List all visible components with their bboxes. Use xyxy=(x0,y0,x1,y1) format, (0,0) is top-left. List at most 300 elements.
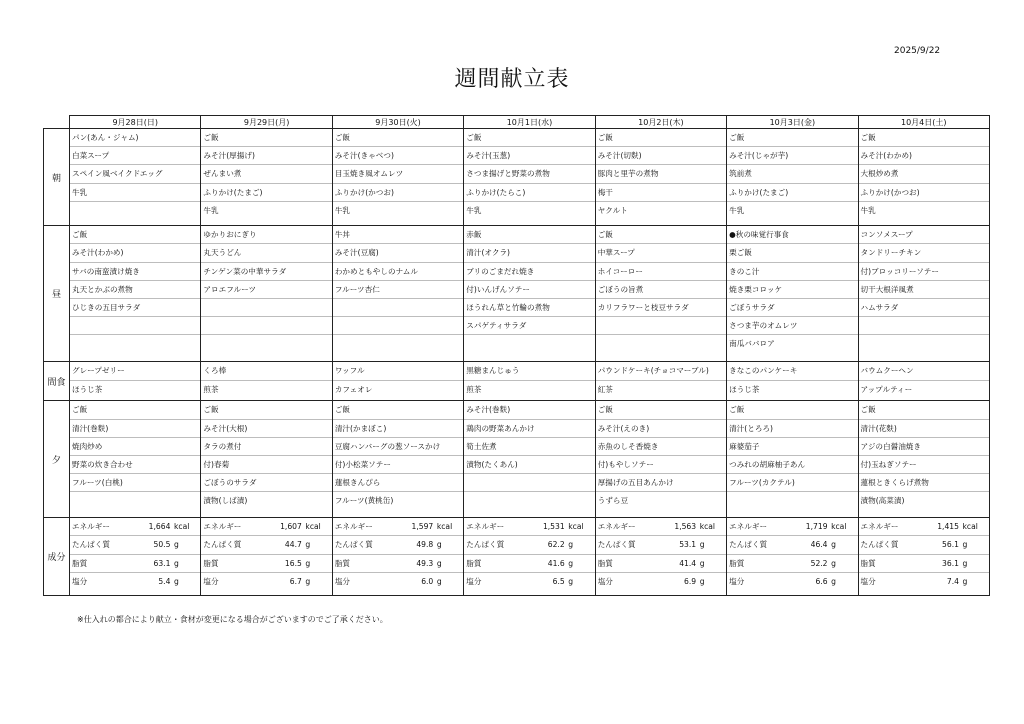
menu-item: ふりかけ(たらこ) xyxy=(464,184,594,202)
nutrition-line xyxy=(727,555,857,573)
menu-item: カフェオレ xyxy=(334,384,373,394)
menu-item: タンドリーチキン xyxy=(859,244,989,262)
menu-item-empty xyxy=(70,317,200,335)
nutrient-unit: g xyxy=(436,576,442,586)
nutrition-cell xyxy=(727,518,858,596)
nutrient-value: 6.7 xyxy=(289,576,302,586)
menu-item-empty xyxy=(464,492,594,509)
day-header-row xyxy=(44,116,990,129)
nutrition-line xyxy=(464,555,594,573)
menu-cell xyxy=(332,226,463,362)
nutrition-line xyxy=(464,573,594,590)
nutrient-value: 63.1 xyxy=(153,558,171,568)
menu-item: サバの南蛮漬け焼き xyxy=(70,263,200,281)
menu-item: 煎茶 xyxy=(466,384,482,394)
nutrient-unit: g xyxy=(436,540,442,550)
menu-item-empty xyxy=(201,317,331,335)
nutrition-cell xyxy=(858,518,989,596)
menu-item: チンゲン菜の中華サラダ xyxy=(201,263,331,281)
menu-item: 付)玉ねぎソテー xyxy=(859,456,989,474)
menu-item: ご飯 xyxy=(333,401,463,419)
menu-item: 付)小松菜ソテー xyxy=(333,456,463,474)
menu-item: ご飯 xyxy=(596,226,726,244)
menu-item: 漬物(たくあん) xyxy=(464,456,594,474)
nutrition-line xyxy=(727,518,857,536)
meal-label: 夕 xyxy=(44,401,70,518)
nutrition-cell xyxy=(595,518,726,596)
nutrient-unit: kcal xyxy=(436,522,453,532)
menu-item: きのこ汁 xyxy=(727,263,857,281)
nutrient-unit: g xyxy=(962,540,968,550)
menu-item: ごぼうの旨煮 xyxy=(596,281,726,299)
menu-item-empty xyxy=(464,474,594,492)
menu-item: 牛丼 xyxy=(333,226,463,244)
nutrient-name: 脂質 xyxy=(597,558,613,568)
meal-label: 間食 xyxy=(44,362,70,401)
menu-item: ふりかけ(かつお) xyxy=(333,184,463,202)
menu-item: ぜんまい煮 xyxy=(201,165,331,183)
nutrient-unit: g xyxy=(962,576,968,586)
menu-item: 牛乳 xyxy=(203,205,219,215)
menu-item: ほうじ茶 xyxy=(72,384,103,394)
nutrient-name: エネルギー xyxy=(72,522,110,532)
menu-item: みそ汁(大根) xyxy=(201,420,331,438)
menu-item: ご飯 xyxy=(596,129,726,147)
meal-row xyxy=(44,226,990,362)
menu-item: ひじきの五目サラダ xyxy=(70,299,200,317)
menu-item: 赤飯 xyxy=(464,226,594,244)
menu-cell xyxy=(332,362,463,401)
menu-item: みそ汁(きゃべつ) xyxy=(333,147,463,165)
menu-item: みそ汁(玉葱) xyxy=(464,147,594,165)
nutrient-name: 脂質 xyxy=(466,558,482,568)
weekly-menu-table xyxy=(43,115,990,596)
nutrient-value: 1,531 xyxy=(542,522,565,532)
nutrient-name: 塩分 xyxy=(72,576,88,586)
day-header: 9月29日(月) xyxy=(201,116,332,129)
menu-item: ご飯 xyxy=(333,129,463,147)
nutrient-value: 49.8 xyxy=(416,540,434,550)
day-header: 10月1日(水) xyxy=(464,116,595,129)
nutrition-line xyxy=(464,518,594,536)
nutrition-line xyxy=(70,555,200,573)
nutrient-name: たんぱく質 xyxy=(597,540,636,550)
menu-item: ご飯 xyxy=(201,129,331,147)
menu-item: 筍土佐煮 xyxy=(464,438,594,456)
menu-item-empty xyxy=(333,335,463,352)
menu-cell xyxy=(464,226,595,362)
nutrient-value: 5.4 xyxy=(158,576,171,586)
menu-item: 野菜の炊き合わせ xyxy=(70,456,200,474)
menu-item: アロエフルーツ xyxy=(201,281,331,299)
menu-cell xyxy=(727,362,858,401)
nutrient-value: 16.5 xyxy=(284,558,302,568)
menu-item: 清汁(とろろ) xyxy=(727,420,857,438)
nutrient-value: 6.9 xyxy=(684,576,697,586)
nutrient-name: たんぱく質 xyxy=(72,540,110,550)
nutrient-name: 塩分 xyxy=(729,576,745,586)
nutrition-line xyxy=(333,518,463,536)
menu-item: 付)いんげんソテー xyxy=(464,281,594,299)
nutrition-line xyxy=(333,536,463,554)
menu-item: バウムクーヘン xyxy=(859,362,989,380)
nutrient-value: 50.5 xyxy=(153,540,171,550)
menu-item: ハムサラダ xyxy=(859,299,989,317)
menu-cell xyxy=(858,129,989,226)
menu-item: フルーツ(黄桃缶) xyxy=(334,496,394,506)
nutrient-value: 49.3 xyxy=(416,558,434,568)
menu-cell xyxy=(595,129,726,226)
nutrient-value: 52.2 xyxy=(810,558,828,568)
nutrient-name: エネルギー xyxy=(203,522,242,532)
nutrient-value: 1,597 xyxy=(411,522,434,532)
menu-item: 漬物(しば漬) xyxy=(203,496,248,506)
day-header: 9月30日(火) xyxy=(332,116,463,129)
menu-item: ●秋の味覚行事食 xyxy=(727,226,857,244)
menu-item: 蓮根きんぴら xyxy=(333,474,463,492)
nutrition-line xyxy=(727,536,857,554)
nutrient-unit: g xyxy=(174,558,179,568)
nutrient-name: たんぱく質 xyxy=(466,540,505,550)
nutrition-label: 成分 xyxy=(44,518,70,596)
menu-cell xyxy=(727,129,858,226)
nutrient-unit: g xyxy=(699,558,705,568)
menu-item: 切干大根洋風煮 xyxy=(859,281,989,299)
nutrient-name: 塩分 xyxy=(597,576,613,586)
menu-item: ご飯 xyxy=(727,401,857,419)
menu-cell xyxy=(70,129,201,226)
nutrient-value: 44.7 xyxy=(284,540,302,550)
nutrient-name: たんぱく質 xyxy=(203,540,242,550)
nutrition-line xyxy=(596,573,726,590)
menu-item-empty xyxy=(727,492,857,509)
nutrition-line xyxy=(727,573,857,590)
menu-item: ほうじ茶 xyxy=(729,384,760,394)
menu-item: フルーツ杏仁 xyxy=(333,281,463,299)
nutrient-value: 36.1 xyxy=(942,558,959,568)
day-header: 10月4日(土) xyxy=(858,116,989,129)
menu-item-empty xyxy=(596,335,726,352)
menu-item: 牛乳 xyxy=(729,205,745,215)
menu-cell xyxy=(858,362,989,401)
menu-item: スペイン風ベイクドエッグ xyxy=(70,165,200,183)
nutrient-value: 1,719 xyxy=(805,522,828,532)
menu-item: ご飯 xyxy=(859,401,989,419)
nutrient-unit: g xyxy=(174,576,179,586)
nutrient-name: エネルギー xyxy=(729,522,768,532)
menu-item: 豚肉と里芋の煮物 xyxy=(596,165,726,183)
nutrient-value: 1,563 xyxy=(674,522,697,532)
menu-item: 丸天うどん xyxy=(201,244,331,262)
menu-cell xyxy=(727,226,858,362)
nutrition-line xyxy=(70,573,200,590)
nutrition-cell xyxy=(201,518,332,596)
nutrition-line xyxy=(201,573,331,590)
nutrition-line xyxy=(859,536,989,554)
menu-item: カリフラワーと枝豆サラダ xyxy=(596,299,726,317)
menu-item: グレープゼリー xyxy=(70,362,200,380)
menu-cell xyxy=(727,401,858,518)
menu-item: ブリのごまだれ焼き xyxy=(464,263,594,281)
menu-item-empty xyxy=(201,335,331,352)
menu-item-empty xyxy=(333,299,463,317)
menu-item: みそ汁(巻麩) xyxy=(464,401,594,419)
nutrient-unit: g xyxy=(305,540,311,550)
menu-item-empty xyxy=(596,317,726,335)
nutrient-unit: g xyxy=(174,540,179,550)
menu-item: 赤魚のしそ香焼き xyxy=(596,438,726,456)
meal-row xyxy=(44,129,990,226)
menu-cell xyxy=(858,401,989,518)
menu-item-empty xyxy=(333,317,463,335)
nutrient-name: エネルギー xyxy=(334,522,373,532)
nutrient-unit: g xyxy=(305,576,311,586)
nutrient-name: 脂質 xyxy=(72,558,88,568)
nutrient-unit: g xyxy=(831,576,836,586)
menu-item: ご飯 xyxy=(70,226,200,244)
nutrient-name: エネルギー xyxy=(597,522,636,532)
menu-cell xyxy=(201,401,332,518)
nutrient-unit: kcal xyxy=(831,522,847,532)
menu-item: スパゲティサラダ xyxy=(464,317,594,335)
nutrition-line xyxy=(596,555,726,573)
nutrient-name: たんぱく質 xyxy=(860,540,899,550)
nutrient-unit: kcal xyxy=(699,522,716,532)
nutrient-name: エネルギー xyxy=(466,522,505,532)
menu-item: ほうれん草と竹輪の煮物 xyxy=(464,299,594,317)
menu-item: みそ汁(切麩) xyxy=(596,147,726,165)
nutrient-value: 1,664 xyxy=(148,522,171,532)
menu-item: 焼き栗コロッケ xyxy=(727,281,857,299)
menu-item: さつま揚げと野菜の煮物 xyxy=(464,165,594,183)
menu-cell xyxy=(464,401,595,518)
menu-item: ふりかけ(かつお) xyxy=(859,184,989,202)
nutrition-cell xyxy=(332,518,463,596)
nutrition-line xyxy=(201,555,331,573)
nutrition-line xyxy=(596,536,726,554)
menu-item: ふりかけ(たまご) xyxy=(727,184,857,202)
nutrient-value: 53.1 xyxy=(679,540,697,550)
day-header: 9月28日(日) xyxy=(70,116,201,129)
menu-item: 丸天とかぶの煮物 xyxy=(70,281,200,299)
menu-cell xyxy=(201,129,332,226)
nutrition-line xyxy=(859,573,989,590)
menu-item-empty xyxy=(859,317,989,335)
menu-cell xyxy=(70,226,201,362)
menu-item: うずら豆 xyxy=(597,496,629,506)
nutrient-name: 塩分 xyxy=(334,576,351,586)
menu-item: みそ汁(厚揚げ) xyxy=(201,147,331,165)
meal-row xyxy=(44,362,990,401)
menu-item-empty xyxy=(464,335,594,352)
nutrition-line xyxy=(464,536,594,554)
nutrient-name: 脂質 xyxy=(334,558,351,568)
menu-item: わかめともやしのナムル xyxy=(333,263,463,281)
menu-item: 栗ご飯 xyxy=(727,244,857,262)
issue-date: 2025/9/22 xyxy=(894,46,941,56)
menu-item-empty xyxy=(201,299,331,317)
menu-cell xyxy=(201,362,332,401)
menu-item: くろ棒 xyxy=(201,362,331,380)
menu-cell xyxy=(332,129,463,226)
menu-item: 筑前煮 xyxy=(727,165,857,183)
footnote: ※仕入れの都合により献立・食材が変更になる場合がございますのでご了承ください。 xyxy=(77,615,388,624)
menu-item: フルーツ(白桃) xyxy=(70,474,200,492)
nutrition-line xyxy=(859,518,989,536)
nutrient-unit: kcal xyxy=(962,522,978,532)
menu-item: 白菜スープ xyxy=(70,147,200,165)
nutrient-value: 1,607 xyxy=(280,522,302,532)
menu-item: 鶏肉の野菜あんかけ xyxy=(464,420,594,438)
menu-item: 付)ブロッコリーソテー xyxy=(859,263,989,281)
menu-item-empty xyxy=(70,335,200,352)
menu-item: 牛乳 xyxy=(860,205,876,215)
menu-item: みそ汁(じゃが芋) xyxy=(727,147,857,165)
menu-cell xyxy=(70,401,201,518)
menu-item: アップルティー xyxy=(860,384,913,394)
nutrient-name: 塩分 xyxy=(203,576,219,586)
nutrient-value: 46.4 xyxy=(810,540,828,550)
menu-item: ふりかけ(たまご) xyxy=(201,184,331,202)
menu-item: 煎茶 xyxy=(203,384,219,394)
nutrient-name: たんぱく質 xyxy=(729,540,768,550)
menu-item-empty xyxy=(859,335,989,352)
menu-item: みそ汁(えのき) xyxy=(596,420,726,438)
nutrition-line xyxy=(333,573,463,590)
nutrient-value: 56.1 xyxy=(942,540,959,550)
nutrient-unit: g xyxy=(831,540,836,550)
menu-cell xyxy=(595,401,726,518)
nutrient-name: たんぱく質 xyxy=(334,540,373,550)
menu-item: 牛乳 xyxy=(466,205,482,215)
menu-cell xyxy=(595,226,726,362)
nutrient-name: 脂質 xyxy=(729,558,745,568)
nutrient-value: 7.4 xyxy=(946,576,959,586)
nutrition-row xyxy=(44,518,990,596)
nutrition-line xyxy=(333,555,463,573)
nutrient-value: 6.5 xyxy=(552,576,565,586)
meal-label: 昼 xyxy=(44,226,70,362)
nutrient-unit: kcal xyxy=(568,522,584,532)
menu-item: みそ汁(わかめ) xyxy=(859,147,989,165)
nutrition-cell xyxy=(70,518,201,596)
menu-item: 麻婆茄子 xyxy=(727,438,857,456)
menu-item: 付)春菊 xyxy=(201,456,331,474)
menu-item: 漬物(高菜漬) xyxy=(860,496,905,506)
nutrient-unit: g xyxy=(962,558,968,568)
menu-cell xyxy=(858,226,989,362)
menu-item: 牛乳 xyxy=(70,184,200,202)
nutrition-cell xyxy=(464,518,595,596)
menu-item: 紅茶 xyxy=(597,384,613,394)
menu-item: 豆腐ハンバーグの葱ソースかけ xyxy=(333,438,463,456)
menu-item: ヤクルト xyxy=(597,205,628,215)
nutrient-name: 塩分 xyxy=(466,576,482,586)
menu-cell xyxy=(595,362,726,401)
nutrient-value: 62.2 xyxy=(547,540,565,550)
menu-item: さつま芋のオムレツ xyxy=(727,317,857,335)
menu-item: 清汁(オクラ) xyxy=(464,244,594,262)
nutrient-name: エネルギー xyxy=(860,522,899,532)
menu-item: 厚揚げの五目あんかけ xyxy=(596,474,726,492)
nutrient-unit: g xyxy=(568,558,574,568)
nutrient-unit: g xyxy=(831,558,836,568)
nutrient-unit: g xyxy=(305,558,311,568)
nutrition-line xyxy=(70,518,200,536)
menu-item: ご飯 xyxy=(201,401,331,419)
menu-item: 南瓜ババロア xyxy=(729,339,775,349)
menu-item: 蓮根ときくらげ煮物 xyxy=(859,474,989,492)
menu-item-empty xyxy=(70,202,200,219)
menu-item: コンソメスープ xyxy=(859,226,989,244)
nutrient-value: 41.4 xyxy=(679,558,697,568)
nutrient-value: 6.6 xyxy=(815,576,828,586)
menu-item: みそ汁(わかめ) xyxy=(70,244,200,262)
menu-item: 清汁(花麩) xyxy=(859,420,989,438)
menu-item: つみれの胡麻柚子あん xyxy=(727,456,857,474)
menu-item: 焼肉炒め xyxy=(70,438,200,456)
nutrient-unit: kcal xyxy=(305,522,321,532)
day-header: 10月2日(木) xyxy=(595,116,726,129)
menu-item: ご飯 xyxy=(727,129,857,147)
menu-item: みそ汁(豆腐) xyxy=(333,244,463,262)
nutrient-value: 6.0 xyxy=(421,576,434,586)
menu-item: ご飯 xyxy=(859,129,989,147)
nutrient-name: 脂質 xyxy=(203,558,219,568)
nutrient-value: 1,415 xyxy=(937,522,959,532)
nutrition-line xyxy=(70,536,200,554)
meal-row xyxy=(44,401,990,518)
menu-item: きなこのパンケーキ xyxy=(727,362,857,380)
menu-item: 清汁(巻麩) xyxy=(70,420,200,438)
menu-item: ごぼうのサラダ xyxy=(201,474,331,492)
menu-item: フルーツ(カクテル) xyxy=(727,474,857,492)
menu-item: 牛乳 xyxy=(334,205,351,215)
page-title: 週間献立表 xyxy=(454,67,570,92)
menu-cell xyxy=(464,129,595,226)
menu-item: 黒糖まんじゅう xyxy=(464,362,594,380)
menu-cell xyxy=(70,362,201,401)
menu-item: 中華スープ xyxy=(596,244,726,262)
menu-cell xyxy=(464,362,595,401)
nutrient-unit: g xyxy=(699,540,705,550)
nutrient-unit: kcal xyxy=(174,522,190,532)
menu-item: ご飯 xyxy=(596,401,726,419)
nutrient-name: 脂質 xyxy=(860,558,876,568)
nutrient-unit: g xyxy=(699,576,705,586)
nutrient-unit: g xyxy=(436,558,442,568)
menu-item: ご飯 xyxy=(464,129,594,147)
meal-label: 朝 xyxy=(44,129,70,226)
nutrient-name: 塩分 xyxy=(860,576,876,586)
menu-item-empty xyxy=(70,492,200,509)
nutrient-value: 41.6 xyxy=(547,558,565,568)
menu-cell xyxy=(332,401,463,518)
menu-item: ワッフル xyxy=(333,362,463,380)
menu-item: 付)もやしソテー xyxy=(596,456,726,474)
nutrition-line xyxy=(201,536,331,554)
menu-item: ご飯 xyxy=(70,401,200,419)
day-header: 10月3日(金) xyxy=(727,116,858,129)
nutrition-line xyxy=(859,555,989,573)
menu-item: パウンドケーキ(チョコマーブル) xyxy=(596,362,726,380)
menu-cell xyxy=(201,226,332,362)
menu-item: 梅干 xyxy=(596,184,726,202)
nutrient-unit: g xyxy=(568,576,574,586)
menu-item: ホイコーロー xyxy=(596,263,726,281)
menu-item: タラの煮付 xyxy=(201,438,331,456)
menu-item: パン(あん・ジャム) xyxy=(70,129,200,147)
